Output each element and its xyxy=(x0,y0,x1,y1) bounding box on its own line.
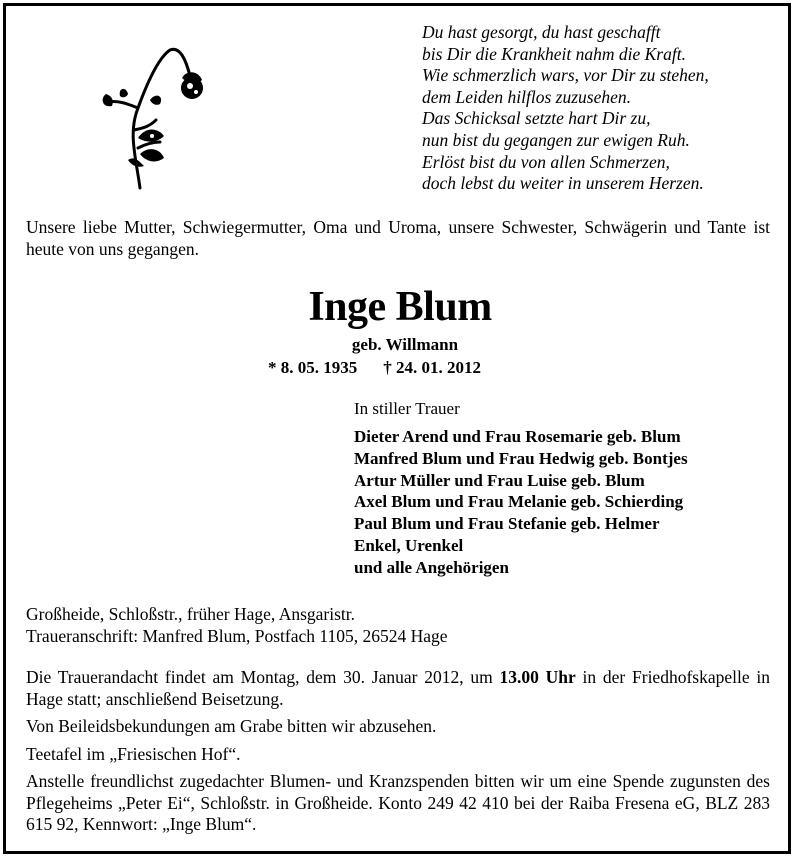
condolences-note: Von Beileidsbekundungen am Grabe bitten wir abzusehen. xyxy=(26,716,437,736)
service-text-before: Die Trauerandacht findet am Montag, dem 30. Januar 2012, um xyxy=(26,667,493,687)
mourner-line: Artur Müller und Frau Luise geb. Blum xyxy=(354,470,645,490)
birth-date: * 8. 05. 1935 xyxy=(268,358,358,377)
poem-line: Wie schmerzlich wars, vor Dir zu stehen, xyxy=(422,65,709,86)
poem-line: Das Schicksal setzte hart Dir zu, xyxy=(422,108,651,129)
donation-note: Anstelle freundlichst zugedachter Blumen- und Kranzspenden bitten wir um eine Spende zugunsten des Pflegeheims „Peter Ei“, Schloßstr. in Großheide. Konto 249 42 410 bei der Raiba Fresena eG, BLZ 283 615 92, Kennwort: „Inge Blum“. xyxy=(26,771,770,834)
tea-note: Teetafel im „Friesischen Hof“. xyxy=(26,743,241,764)
mourners-list xyxy=(354,426,774,579)
rose-icon xyxy=(98,38,218,193)
life-dates xyxy=(268,357,538,379)
mourner-line: Manfred Blum und Frau Hedwig geb. Bontjes xyxy=(354,448,688,468)
mourner-line: Dieter Arend und Frau Rosemarie geb. Blum xyxy=(354,427,681,446)
mourner-line: Axel Blum und Frau Melanie geb. Schierding xyxy=(354,492,684,512)
deceased-name: Inge Blum xyxy=(308,284,492,330)
death-date: † 24. 01. 2012 xyxy=(383,358,481,377)
poem-line: Du hast gesorgt, du hast geschafft xyxy=(422,22,661,42)
poem-line: dem Leiden hilflos zuzusehen. xyxy=(422,86,632,107)
address-line: Traueranschrift: Manfred Blum, Postfach 1105, 26524 Hage xyxy=(26,625,448,646)
intro-text: Unsere liebe Mutter, Schwiegermutter, Oma und Uroma, unsere Schwester, Schwägerin und Tante ist heute von uns gegangen. xyxy=(26,217,770,259)
address-block xyxy=(26,604,770,647)
poem-line: doch lebst du weiter in unserem Herzen. xyxy=(422,173,704,194)
notes-block xyxy=(26,667,770,842)
poem-line: nun bist du gegangen zur ewigen Ruh. xyxy=(422,129,690,150)
address-line: Großheide, Schloßstr., früher Hage, Ansgaristr. xyxy=(26,604,356,624)
mourner-line: Enkel, Urenkel xyxy=(354,535,464,555)
service-info xyxy=(26,667,770,710)
poem xyxy=(422,22,782,195)
poem-line: Erlöst bist du von allen Schmerzen, xyxy=(422,151,670,172)
service-time: 13.00 Uhr xyxy=(499,667,576,687)
maiden-name: geb. Willmann xyxy=(351,335,459,354)
poem-line: bis Dir die Krankheit nahm die Kraft. xyxy=(422,43,686,64)
service-text-after: in der Friedhofskapelle in Hage statt; anschließend Beisetzung. xyxy=(26,667,770,709)
mourner-line: Paul Blum und Frau Stefanie geb. Helmer xyxy=(354,514,660,534)
mourning-label: In stiller Trauer xyxy=(354,399,460,418)
mourner-line: und alle Angehörigen xyxy=(354,557,509,577)
